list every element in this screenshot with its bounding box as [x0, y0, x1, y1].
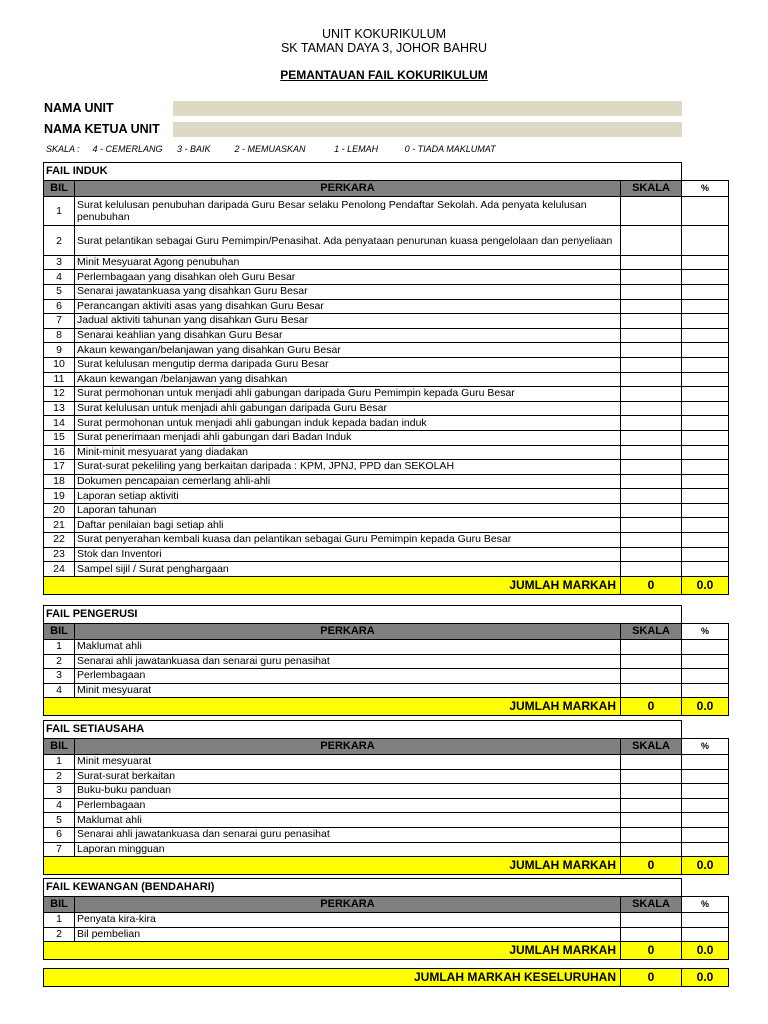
row-skala-cell[interactable] — [621, 813, 682, 828]
row-number: 6 — [44, 299, 75, 314]
col-skala: SKALA — [621, 739, 682, 755]
table-row — [44, 430, 729, 445]
row-pct-cell — [682, 518, 729, 533]
row-number: 24 — [44, 562, 75, 577]
table-row — [44, 533, 729, 548]
row-number: 10 — [44, 357, 75, 372]
table-row — [44, 255, 729, 270]
row-skala-cell[interactable] — [621, 547, 682, 562]
row-skala-cell[interactable] — [621, 669, 682, 684]
table-row — [44, 547, 729, 562]
col-bil: BIL — [44, 624, 75, 640]
row-perkara: Perlembagaan yang disahkan oleh Guru Besar — [75, 270, 621, 285]
row-perkara: Minit mesyuarat — [75, 683, 621, 698]
row-number: 21 — [44, 518, 75, 533]
row-perkara: Laporan tahunan — [75, 503, 621, 518]
col-bil: BIL — [44, 739, 75, 755]
row-number: 3 — [44, 784, 75, 799]
row-skala-cell[interactable] — [621, 913, 682, 928]
row-pct-cell — [682, 913, 729, 928]
table-row — [44, 640, 729, 655]
col-bil: BIL — [44, 897, 75, 913]
table-row — [44, 489, 729, 504]
table-row — [44, 328, 729, 343]
row-skala-cell[interactable] — [621, 842, 682, 857]
row-pct-cell — [682, 328, 729, 343]
skala-level-1: 1 - LEMAH — [334, 144, 379, 154]
table-row — [44, 284, 729, 299]
row-number: 7 — [44, 314, 75, 329]
section-total-row — [44, 942, 729, 960]
row-perkara: Surat permohonan untuk menjadi ahli gabungan daripada Guru Pemimpin kepada Guru Besar — [75, 387, 621, 402]
grand-total-pct: 0.0 — [682, 969, 729, 987]
row-skala-cell[interactable] — [621, 460, 682, 475]
skala-level-3: 3 - BAIK — [177, 144, 211, 154]
row-pct-cell — [682, 547, 729, 562]
row-perkara: Perancangan aktiviti asas yang disahkan Guru Besar — [75, 299, 621, 314]
row-number: 11 — [44, 372, 75, 387]
column-header-row — [44, 624, 729, 640]
row-perkara: Laporan setiap aktiviti — [75, 489, 621, 504]
table-row — [44, 518, 729, 533]
col-pct: % — [682, 624, 729, 640]
row-skala-cell[interactable] — [621, 489, 682, 504]
row-number: 17 — [44, 460, 75, 475]
row-perkara: Laporan mingguan — [75, 842, 621, 857]
row-skala-cell[interactable] — [621, 328, 682, 343]
row-pct-cell — [682, 401, 729, 416]
row-perkara: Senarai keahlian yang disahkan Guru Besar — [75, 328, 621, 343]
row-pct-cell — [682, 284, 729, 299]
table-row — [44, 913, 729, 928]
grand-total-label: JUMLAH MARKAH KESELURUHAN — [44, 969, 621, 987]
table-row — [44, 343, 729, 358]
section-total-label: JUMLAH MARKAH — [44, 942, 621, 960]
row-number: 7 — [44, 842, 75, 857]
section-table — [43, 605, 729, 716]
section-total-pct: 0.0 — [682, 942, 729, 960]
row-number: 5 — [44, 813, 75, 828]
row-number: 4 — [44, 798, 75, 813]
row-number: 8 — [44, 328, 75, 343]
col-perkara: PERKARA — [75, 897, 621, 913]
row-number: 19 — [44, 489, 75, 504]
row-pct-cell — [682, 489, 729, 504]
row-pct-cell — [682, 769, 729, 784]
section-title: FAIL SETIAUSAHA — [44, 721, 682, 739]
row-pct-cell — [682, 445, 729, 460]
skala-legend — [46, 144, 496, 154]
section-total-row — [44, 576, 729, 594]
row-perkara: Surat permohonan untuk menjadi ahli gabungan induk kepada badan induk — [75, 416, 621, 431]
row-skala-cell[interactable] — [621, 640, 682, 655]
row-perkara: Stok dan Inventori — [75, 547, 621, 562]
row-perkara: Maklumat ahli — [75, 813, 621, 828]
section-total-pct: 0.0 — [682, 857, 729, 875]
table-row — [44, 387, 729, 402]
row-pct-cell — [682, 503, 729, 518]
col-skala: SKALA — [621, 624, 682, 640]
column-header-row — [44, 739, 729, 755]
row-perkara: Minit mesyuarat — [75, 755, 621, 770]
row-skala-cell[interactable] — [621, 474, 682, 489]
table-row — [44, 372, 729, 387]
col-perkara: PERKARA — [75, 181, 621, 197]
row-pct-cell — [682, 357, 729, 372]
section-title: FAIL PENGERUSI — [44, 606, 682, 624]
section-title-row — [44, 163, 729, 181]
skala-level-4: 4 - CEMERLANG — [92, 144, 163, 154]
nama-ketua-label: NAMA KETUA UNIT — [44, 122, 160, 136]
unit-heading: UNIT KOKURIKULUM — [321, 27, 447, 41]
page-title: PEMANTAUAN FAIL KOKURIKULUM — [280, 68, 488, 82]
table-row — [44, 813, 729, 828]
row-number: 23 — [44, 547, 75, 562]
row-skala-cell[interactable] — [621, 784, 682, 799]
row-pct-cell — [682, 842, 729, 857]
table-row — [44, 654, 729, 669]
section-title-row — [44, 606, 729, 624]
row-pct-cell — [682, 299, 729, 314]
row-number: 1 — [44, 755, 75, 770]
row-pct-cell — [682, 430, 729, 445]
table-row — [44, 784, 729, 799]
row-pct-cell — [682, 533, 729, 548]
section-title-spacer — [682, 163, 729, 181]
grand-total-skala: 0 — [621, 969, 682, 987]
row-pct-cell — [682, 640, 729, 655]
nama-unit-label: NAMA UNIT — [44, 101, 114, 115]
table-row — [44, 401, 729, 416]
row-number: 3 — [44, 669, 75, 684]
row-skala-cell[interactable] — [621, 798, 682, 813]
table-row — [44, 474, 729, 489]
row-skala-cell[interactable] — [621, 445, 682, 460]
row-skala-cell[interactable] — [621, 533, 682, 548]
row-number: 2 — [44, 927, 75, 942]
row-perkara: Minit Mesyuarat Agong penubuhan — [75, 255, 621, 270]
table-row — [44, 226, 729, 255]
row-number: 2 — [44, 654, 75, 669]
row-number: 18 — [44, 474, 75, 489]
section-title-spacer — [682, 721, 729, 739]
row-number: 20 — [44, 503, 75, 518]
section-total-label: JUMLAH MARKAH — [44, 857, 621, 875]
row-number: 1 — [44, 197, 75, 226]
table-row — [44, 299, 729, 314]
row-skala-cell[interactable] — [621, 270, 682, 285]
row-skala-cell[interactable] — [621, 372, 682, 387]
table-row — [44, 769, 729, 784]
table-row — [44, 314, 729, 329]
row-skala-cell[interactable] — [621, 683, 682, 698]
row-pct-cell — [682, 372, 729, 387]
row-number: 12 — [44, 387, 75, 402]
row-pct-cell — [682, 562, 729, 577]
row-pct-cell — [682, 784, 729, 799]
skala-level-0: 0 - TIADA MAKLUMAT — [404, 144, 496, 154]
section-title-spacer — [682, 606, 729, 624]
row-number: 5 — [44, 284, 75, 299]
row-skala-cell[interactable] — [621, 430, 682, 445]
row-skala-cell[interactable] — [621, 343, 682, 358]
section-table — [43, 720, 729, 875]
row-pct-cell — [682, 255, 729, 270]
nama-unit-field[interactable] — [173, 101, 682, 116]
table-row — [44, 416, 729, 431]
row-number: 15 — [44, 430, 75, 445]
row-perkara: Surat penerimaan menjadi ahli gabungan dari Badan Induk — [75, 430, 621, 445]
row-skala-cell[interactable] — [621, 357, 682, 372]
row-perkara: Senarai jawatankuasa yang disahkan Guru Besar — [75, 284, 621, 299]
row-number: 1 — [44, 913, 75, 928]
row-pct-cell — [682, 927, 729, 942]
row-skala-cell[interactable] — [621, 769, 682, 784]
table-row — [44, 357, 729, 372]
row-number: 3 — [44, 255, 75, 270]
row-number: 2 — [44, 226, 75, 255]
grand-total-row — [44, 969, 729, 987]
row-skala-cell[interactable] — [621, 827, 682, 842]
row-perkara: Perlembagaan — [75, 669, 621, 684]
section-total-label: JUMLAH MARKAH — [44, 576, 621, 594]
row-perkara: Dokumen pencapaian cemerlang ahli-ahli — [75, 474, 621, 489]
row-perkara: Bil pembelian — [75, 927, 621, 942]
section-total-pct: 0.0 — [682, 576, 729, 594]
table-row — [44, 197, 729, 226]
col-pct: % — [682, 181, 729, 197]
row-pct-cell — [682, 314, 729, 329]
row-pct-cell — [682, 683, 729, 698]
row-skala-cell[interactable] — [621, 562, 682, 577]
row-perkara: Penyata kira-kira — [75, 913, 621, 928]
section-title-row — [44, 721, 729, 739]
row-perkara: Senarai ahli jawatankuasa dan senarai guru penasihat — [75, 827, 621, 842]
row-skala-cell[interactable] — [621, 299, 682, 314]
row-skala-cell[interactable] — [621, 755, 682, 770]
row-pct-cell — [682, 827, 729, 842]
section-total-skala: 0 — [621, 698, 682, 716]
table-row — [44, 927, 729, 942]
row-number: 6 — [44, 827, 75, 842]
row-skala-cell[interactable] — [621, 927, 682, 942]
row-perkara: Surat penyerahan kembali kuasa dan pelantikan sebagai Guru Pemimpin kepada Guru Besar — [75, 533, 621, 548]
col-pct: % — [682, 739, 729, 755]
section-total-row — [44, 698, 729, 716]
row-number: 4 — [44, 683, 75, 698]
section-total-skala: 0 — [621, 857, 682, 875]
school-heading: SK TAMAN DAYA 3, JOHOR BAHRU — [280, 41, 488, 55]
section-title: FAIL KEWANGAN (BENDAHARI) — [44, 879, 682, 897]
row-skala-cell[interactable] — [621, 518, 682, 533]
row-number: 14 — [44, 416, 75, 431]
nama-ketua-field[interactable] — [173, 122, 682, 137]
row-number: 1 — [44, 640, 75, 655]
section-total-skala: 0 — [621, 942, 682, 960]
row-pct-cell — [682, 798, 729, 813]
row-perkara: Maklumat ahli — [75, 640, 621, 655]
table-row — [44, 270, 729, 285]
row-skala-cell[interactable] — [621, 314, 682, 329]
row-perkara: Akaun kewangan /belanjawan yang disahkan — [75, 372, 621, 387]
row-number: 4 — [44, 270, 75, 285]
row-perkara: Surat-surat pekeliling yang berkaitan daripada : KPM, JPNJ, PPD dan SEKOLAH — [75, 460, 621, 475]
row-number: 22 — [44, 533, 75, 548]
row-perkara: Surat kelulusan untuk menjadi ahli gabungan daripada Guru Besar — [75, 401, 621, 416]
table-row — [44, 562, 729, 577]
section-table — [43, 162, 729, 595]
row-perkara: Senarai ahli jawatankuasa dan senarai guru penasihat — [75, 654, 621, 669]
row-pct-cell — [682, 669, 729, 684]
row-pct-cell — [682, 474, 729, 489]
col-skala: SKALA — [621, 181, 682, 197]
row-perkara: Surat kelulusan mengutip derma daripada Guru Besar — [75, 357, 621, 372]
row-skala-cell[interactable] — [621, 387, 682, 402]
skala-level-2: 2 - MEMUASKAN — [234, 144, 306, 154]
row-pct-cell — [682, 813, 729, 828]
row-pct-cell — [682, 387, 729, 402]
grand-total-table — [43, 968, 729, 987]
row-perkara: Akaun kewangan/belanjawan yang disahkan Guru Besar — [75, 343, 621, 358]
row-pct-cell — [682, 343, 729, 358]
row-perkara: Jadual aktiviti tahunan yang disahkan Guru Besar — [75, 314, 621, 329]
row-pct-cell — [682, 270, 729, 285]
table-row — [44, 445, 729, 460]
row-pct-cell — [682, 226, 729, 255]
row-number: 16 — [44, 445, 75, 460]
section-total-pct: 0.0 — [682, 698, 729, 716]
table-row — [44, 798, 729, 813]
table-row — [44, 683, 729, 698]
section-title: FAIL INDUK — [44, 163, 682, 181]
row-skala-cell[interactable] — [621, 197, 682, 226]
row-skala-cell[interactable] — [621, 401, 682, 416]
row-pct-cell — [682, 755, 729, 770]
col-perkara: PERKARA — [75, 624, 621, 640]
column-header-row — [44, 181, 729, 197]
row-perkara: Sampel sijil / Surat penghargaan — [75, 562, 621, 577]
table-row — [44, 460, 729, 475]
table-row — [44, 827, 729, 842]
col-pct: % — [682, 897, 729, 913]
col-skala: SKALA — [621, 897, 682, 913]
row-skala-cell[interactable] — [621, 226, 682, 255]
row-perkara: Surat pelantikan sebagai Guru Pemimpin/Penasihat. Ada penyataan penurunan kuasa pengelolaan dan penyeliaan — [75, 226, 621, 255]
col-bil: BIL — [44, 181, 75, 197]
row-skala-cell[interactable] — [621, 416, 682, 431]
row-perkara: Buku-buku panduan — [75, 784, 621, 799]
col-perkara: PERKARA — [75, 739, 621, 755]
row-number: 2 — [44, 769, 75, 784]
row-skala-cell[interactable] — [621, 255, 682, 270]
row-number: 9 — [44, 343, 75, 358]
section-table — [43, 878, 729, 960]
row-skala-cell[interactable] — [621, 654, 682, 669]
table-row — [44, 755, 729, 770]
column-header-row — [44, 897, 729, 913]
row-pct-cell — [682, 654, 729, 669]
table-row — [44, 503, 729, 518]
section-title-row — [44, 879, 729, 897]
row-pct-cell — [682, 197, 729, 226]
skala-prefix: SKALA : — [46, 144, 80, 154]
row-skala-cell[interactable] — [621, 503, 682, 518]
row-perkara: Surat kelulusan penubuhan daripada Guru Besar selaku Penolong Pendaftar Sekolah. Ada penyata kelulusan penubuhan — [75, 197, 621, 226]
row-number: 13 — [44, 401, 75, 416]
row-perkara: Daftar penilaian bagi setiap ahli — [75, 518, 621, 533]
section-total-skala: 0 — [621, 576, 682, 594]
table-row — [44, 842, 729, 857]
section-title-spacer — [682, 879, 729, 897]
row-skala-cell[interactable] — [621, 284, 682, 299]
row-pct-cell — [682, 416, 729, 431]
section-total-label: JUMLAH MARKAH — [44, 698, 621, 716]
row-perkara: Perlembagaan — [75, 798, 621, 813]
table-row — [44, 669, 729, 684]
section-total-row — [44, 857, 729, 875]
row-perkara: Minit-minit mesyuarat yang diadakan — [75, 445, 621, 460]
row-pct-cell — [682, 460, 729, 475]
row-perkara: Surat-surat berkaitan — [75, 769, 621, 784]
